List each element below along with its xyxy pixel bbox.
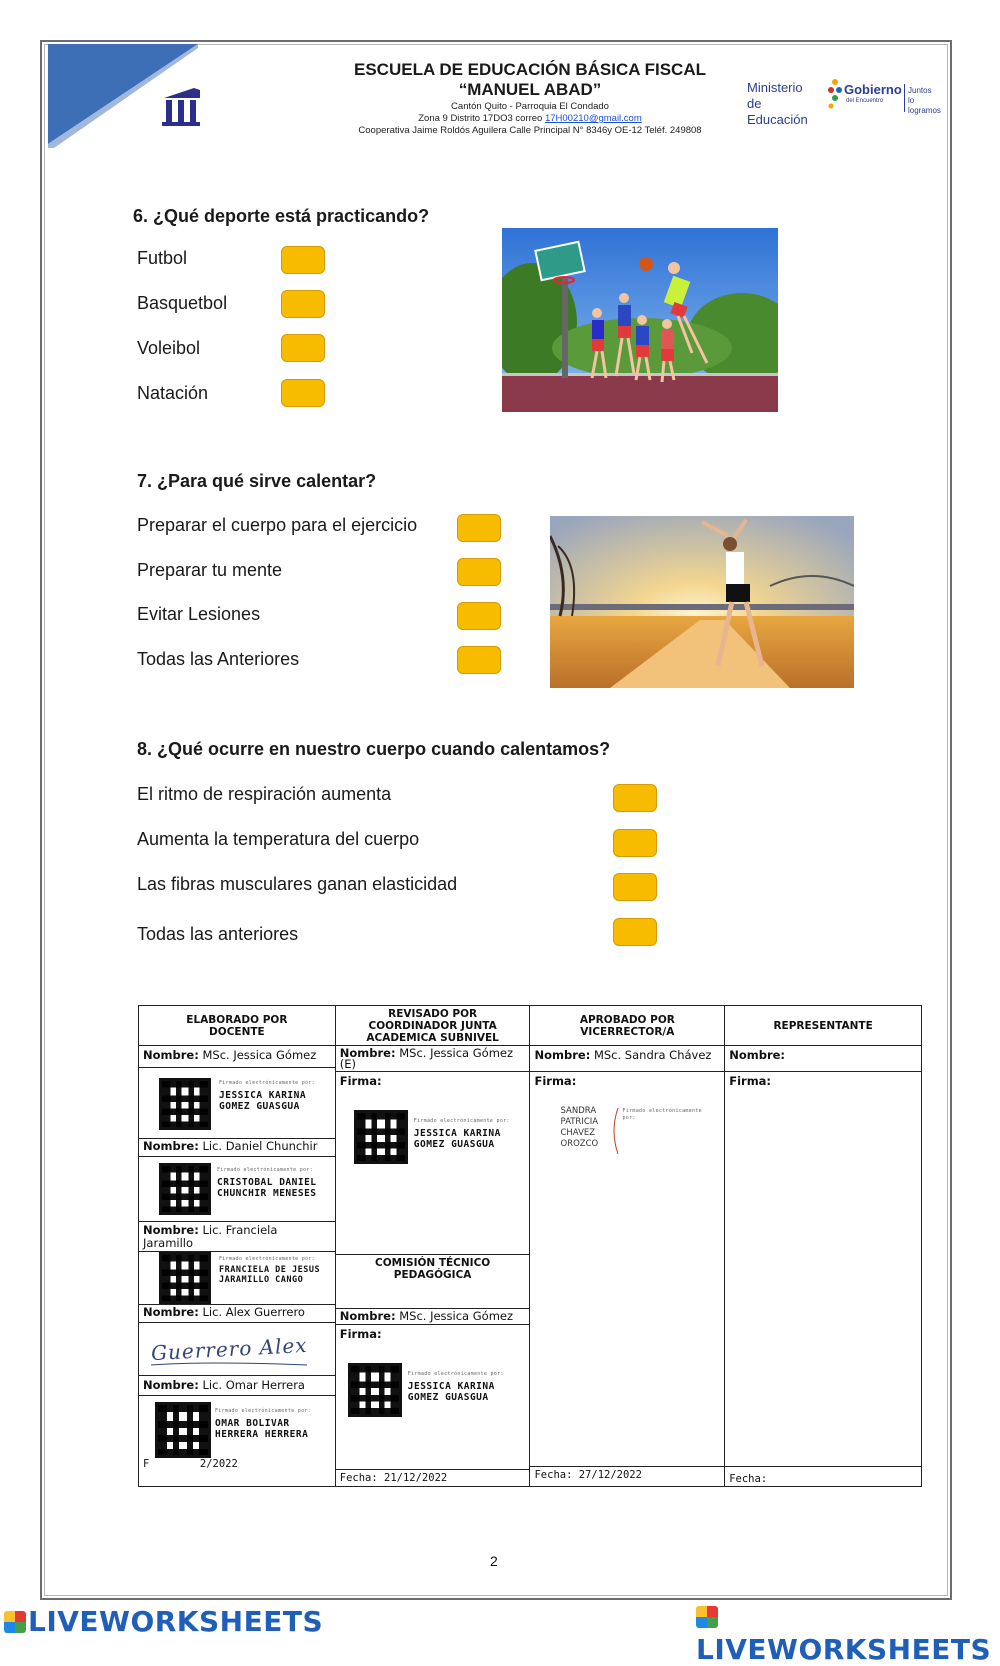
col2-sig2-text: JESSICA KARINA GOMEZ GUASGUA (407, 1381, 495, 1403)
q6-answer-box-2[interactable] (281, 290, 325, 318)
col1-sig5-text: OMAR BOLIVAR HERRERA HERRERA (215, 1418, 309, 1440)
q6-option-4: Natación (137, 383, 209, 403)
signed-note: Firmado electrónicamente por: (407, 1371, 504, 1377)
col4-cell (725, 1046, 922, 1487)
q7-question: 7. ¿Para qué sirve calentar? (137, 471, 377, 491)
signed-note: Firmado electrónicamente por: (219, 1080, 315, 1086)
handwritten-signature-text: Guerrero Alex (150, 1332, 309, 1366)
col1-sig1-text: JESSICA KARINA GOMEZ GUASGUA (219, 1090, 307, 1112)
school-email-link[interactable]: 17H00210@gmail.com (544, 113, 642, 124)
col2-commission-header: COMISIÓN TÉCNICO PEDAGÓGICA (336, 1255, 530, 1309)
qr-code-icon (354, 1110, 408, 1164)
q6-answer-box-4[interactable] (281, 379, 325, 407)
col4-name-row: Nombre: (725, 1046, 921, 1072)
col2-fecha: Fecha: 21/12/2022 (336, 1469, 530, 1486)
q6-answer-box-1[interactable] (281, 246, 325, 274)
col1-signature-1 (139, 1068, 335, 1139)
q7-option-1: Preparar el cuerpo para el ejercicio (137, 515, 418, 535)
q6-option-3: Voleibol (137, 338, 201, 358)
liveworksheets-logo-left[interactable]: LIVEWORKSHEETS (4, 1605, 323, 1638)
col2-signature-1 (336, 1072, 530, 1255)
gov-title: Gobierno (844, 82, 902, 97)
signed-note: Firmado electrónicamente por: (215, 1408, 311, 1414)
q6-question: 6. ¿Qué deporte está practicando? (133, 206, 430, 226)
qr-code-icon (159, 1078, 211, 1130)
q8-question: 8. ¿Qué ocurre en nuestro cuerpo cuando calentamos? (137, 739, 611, 759)
signature-table (138, 1005, 922, 1487)
header-elaborado: ELABORADO POR DOCENTE (139, 1006, 336, 1046)
col1-name-row3: Nombre: Lic. Franciela Jaramillo (139, 1222, 335, 1252)
gov-subtitle: del Encuentro (846, 98, 884, 104)
basketball-photo (502, 228, 778, 412)
q8-answer-box-4[interactable] (613, 918, 657, 946)
q8-option-4: Todas las anteriores (137, 924, 299, 944)
qr-code-icon (348, 1363, 402, 1417)
col1-name-row1: Nombre: MSc. Jessica Gómez (139, 1046, 335, 1068)
col3-firma-label: Firma: (534, 1074, 577, 1088)
col1-sig2-text: CRISTOBAL DANIEL CHUNCHIR MENESES (217, 1177, 317, 1199)
q7-option-3: Evitar Lesiones (137, 604, 261, 624)
gov-slogan-line2: lo logramos (908, 96, 941, 115)
header-revisado: REVISADO POR COORDINADOR JUNTA ACADEMICA SUBNIVEL (335, 1006, 530, 1046)
header-representante: REPRESENTANTE (725, 1006, 922, 1046)
school-name-line1: ESCUELA DE EDUCACIÓN BÁSICA FISCAL (354, 60, 706, 79)
gov-slogan (908, 86, 941, 116)
col2-name-row1: Nombre: MSc. Jessica Gómez (E) (336, 1046, 530, 1072)
q7-answer-box-2[interactable] (457, 558, 501, 586)
col1-sig3-text: FRANCIELA DE JESUS JARAMILLO CANGO (219, 1265, 321, 1285)
liveworksheets-logo-right[interactable]: LIVEWORKSHEETS (696, 1600, 1000, 1666)
col3-cell (530, 1046, 725, 1487)
col2-cell (335, 1046, 530, 1487)
qr-code-icon (159, 1252, 211, 1304)
col4-firma-label: Firma: (729, 1074, 772, 1088)
col3-signature-name: SANDRA PATRICIA CHAVEZ OROZCO (560, 1106, 599, 1149)
gov-divider (904, 84, 905, 112)
q8-answer-box-1[interactable] (613, 784, 657, 812)
signed-note: Firmado electrónicamente por: (622, 1108, 702, 1121)
school-name-line2: “MANUEL ABAD” (458, 80, 602, 99)
q7-answer-box-1[interactable] (457, 514, 501, 542)
q7-answer-box-3[interactable] (457, 602, 501, 630)
ministry-line2: de Educación (747, 96, 808, 127)
signed-note: Firmado electrónicamente por: (413, 1118, 510, 1124)
q8-option-2: Aumenta la temperatura del cuerpo (137, 829, 420, 849)
col2-sig1-text: JESSICA KARINA GOMEZ GUASGUA (413, 1128, 501, 1150)
col1-fecha: F 2/2022 (143, 1458, 238, 1470)
government-logo (826, 76, 941, 116)
signed-note: Firmado electrónicamente por: (217, 1167, 313, 1173)
ministry-line1: Ministerio (747, 80, 803, 95)
col1-name-row2: Nombre: Lic. Daniel Chunchir (139, 1139, 335, 1157)
ministry-logo (747, 80, 819, 128)
q7-answer-box-4[interactable] (457, 646, 501, 674)
stretching-photo (550, 516, 854, 688)
q8-option-3: Las fibras musculares ganan elasticidad (137, 874, 458, 894)
qr-code-icon (155, 1402, 211, 1458)
q8-option-1: El ritmo de respiración aumenta (137, 784, 392, 804)
col4-fecha: Fecha: (725, 1466, 921, 1486)
school-address-3: Cooperativa Jaime Roldós Aguilera Calle Principal N° 8346y OE-12 Teléf. 249808 (358, 125, 702, 136)
page-number: 2 (490, 1553, 498, 1569)
gov-slogan-line1: Juntos (908, 86, 932, 95)
col1-cell (139, 1046, 336, 1487)
q8-answer-box-3[interactable] (613, 873, 657, 901)
col1-signature-2 (139, 1157, 335, 1222)
col3-fecha: Fecha: 27/12/2022 (530, 1466, 724, 1486)
col1-signature-3 (139, 1252, 335, 1305)
col2-firma-label-2: Firma: (339, 1327, 382, 1341)
q6-option-2: Basquetbol (137, 293, 228, 313)
signed-note: Firmado electrónicamente por: (219, 1256, 315, 1262)
col2-name-row2: Nombre: MSc. Jessica Gómez (336, 1309, 530, 1325)
liveworksheets-icon (4, 1611, 26, 1633)
col3-name-row: Nombre: MSc. Sandra Chávez (530, 1046, 724, 1072)
col2-firma-label: Firma: (339, 1074, 382, 1088)
qr-code-icon (159, 1163, 211, 1215)
school-logo (48, 44, 200, 148)
q7-option-4: Todas las Anteriores (137, 649, 300, 669)
q6-answer-box-3[interactable] (281, 334, 325, 362)
school-address-2: Zona 9 Distrito 17DO3 correo 17H00210@gmail.com (418, 113, 642, 124)
col1-signature-5 (139, 1396, 335, 1458)
col2-signature-2 (336, 1325, 530, 1469)
school-address-1: Cantón Quito - Parroquia El Condado (451, 101, 609, 112)
q6-option-1: Futbol (137, 248, 188, 268)
q7-option-2: Preparar tu mente (137, 560, 283, 580)
col1-name-row5: Nombre: Lic. Omar Herrera (139, 1376, 335, 1396)
q8-answer-box-2[interactable] (613, 829, 657, 857)
col1-handwritten-signature (139, 1323, 335, 1376)
liveworksheets-icon (696, 1606, 718, 1628)
header-aprobado: APROBADO POR VICERRECTOR/A (530, 1006, 725, 1046)
col1-name-row4: Nombre: Lic. Alex Guerrero (139, 1305, 335, 1323)
col3-signature (530, 1072, 724, 1468)
